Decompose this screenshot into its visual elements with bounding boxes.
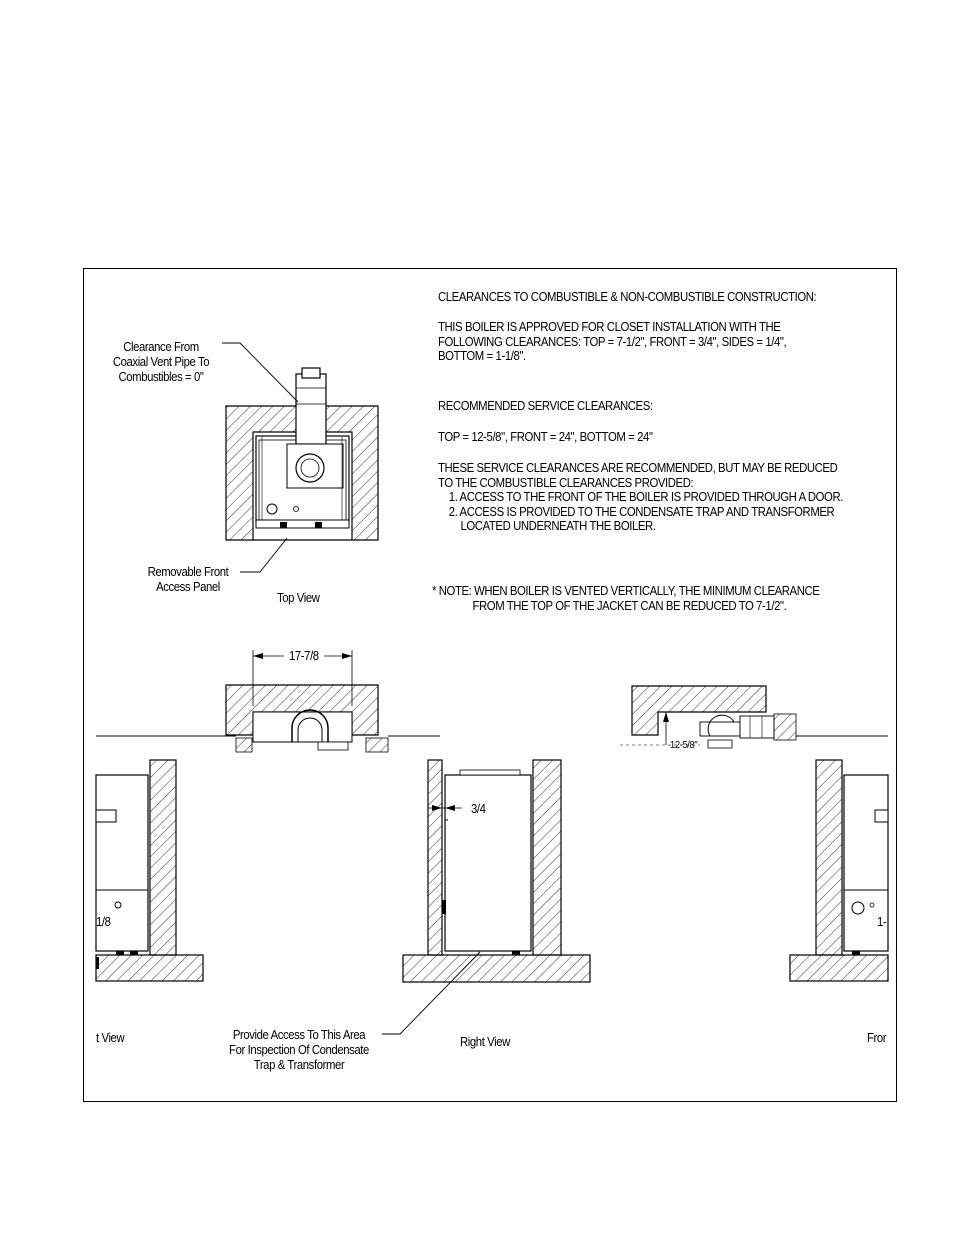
notes-para1-line3: BOTTOM = 1-1/8". bbox=[438, 349, 526, 364]
notes-item1: 1. ACCESS TO THE FRONT OF THE BOILER IS PROVIDED THROUGH A DOOR. bbox=[448, 490, 843, 505]
service-reduction-notes bbox=[438, 461, 843, 534]
vent-elbow-circle bbox=[296, 454, 324, 482]
note-line2: FROM THE TOP OF THE JACKET CAN BE REDUCED TO 7-1/2". bbox=[472, 598, 787, 613]
right-top-detail bbox=[620, 686, 888, 748]
front-view bbox=[790, 760, 888, 981]
top-view-front-panel bbox=[256, 520, 349, 528]
right-view-wall-right bbox=[533, 760, 561, 955]
access-area-label: Provide Access To This Area For Inspection Of Condensate Trap & Transformer bbox=[229, 1028, 369, 1072]
dim-bottom-left-label: 1/8 bbox=[96, 915, 111, 929]
right-view-boiler bbox=[445, 775, 531, 951]
front-view-wall bbox=[816, 760, 842, 955]
notes-heading: CLEARANCES TO COMBUSTIBLE & NON-COMBUSTIBLE CONSTRUCTION: bbox=[438, 290, 817, 304]
left-view bbox=[96, 760, 203, 981]
closet-install-notes bbox=[438, 320, 786, 364]
note-line1: * NOTE: WHEN BOILER IS VENTED VERTICALLY, THE MINIMUM CLEARANCE bbox=[432, 584, 820, 598]
front-panel-leader bbox=[240, 538, 287, 572]
left-view-wall bbox=[150, 760, 176, 955]
right-view-wall-left bbox=[428, 760, 442, 955]
dim-front-label: 3/4 bbox=[471, 802, 486, 816]
notes-para1-line1: THIS BOILER IS APPROVED FOR CLOSET INSTALLATION WITH THE bbox=[438, 320, 781, 334]
right-view bbox=[382, 760, 590, 1034]
vent-clearance-label: Clearance From Coaxial Vent Pipe To Combustibles = 0" bbox=[112, 340, 210, 384]
dim-width-label: 17-7/8 bbox=[289, 649, 319, 663]
notes-item2: 2. ACCESS IS PROVIDED TO THE CONDENSATE TRAP AND TRANSFORMER bbox=[448, 504, 835, 519]
front-view-label: Fror bbox=[867, 1031, 887, 1045]
center-top-detail bbox=[96, 650, 440, 752]
left-view-label: t View bbox=[96, 1031, 125, 1045]
top-view bbox=[222, 343, 378, 572]
right-view-label: Right View bbox=[460, 1035, 510, 1049]
service-heading: RECOMMENDED SERVICE CLEARANCES: bbox=[438, 399, 653, 413]
notes-para2-line1: THESE SERVICE CLEARANCES ARE RECOMMENDED, BUT MAY BE REDUCED bbox=[438, 461, 838, 475]
dim-bottom-right-label: 1- bbox=[877, 915, 887, 929]
dim-top-label: 12-5/8" bbox=[670, 739, 698, 751]
notes-para1-line2: FOLLOWING CLEARANCES: TOP = 7-1/2", FRONT = 3/4", SIDES = 1/4", bbox=[438, 334, 787, 349]
notes-item2-cont: LOCATED UNDERNEATH THE BOILER. bbox=[460, 519, 656, 534]
vertical-vent-note bbox=[432, 584, 819, 613]
front-panel-label: Removable Front Access Panel bbox=[147, 565, 229, 594]
vent-pipe-outer bbox=[296, 374, 326, 444]
notes-para2-line2: TO THE COMBUSTIBLE CLEARANCES PROVIDED: bbox=[438, 475, 694, 490]
service-values: TOP = 12-5/8", FRONT = 24", BOTTOM = 24" bbox=[438, 430, 653, 444]
vent-clearance-leader bbox=[222, 343, 298, 402]
top-view-label: Top View bbox=[277, 591, 320, 605]
right-view-floor bbox=[403, 955, 590, 982]
left-view-floor bbox=[96, 955, 203, 981]
front-view-floor bbox=[790, 955, 888, 981]
